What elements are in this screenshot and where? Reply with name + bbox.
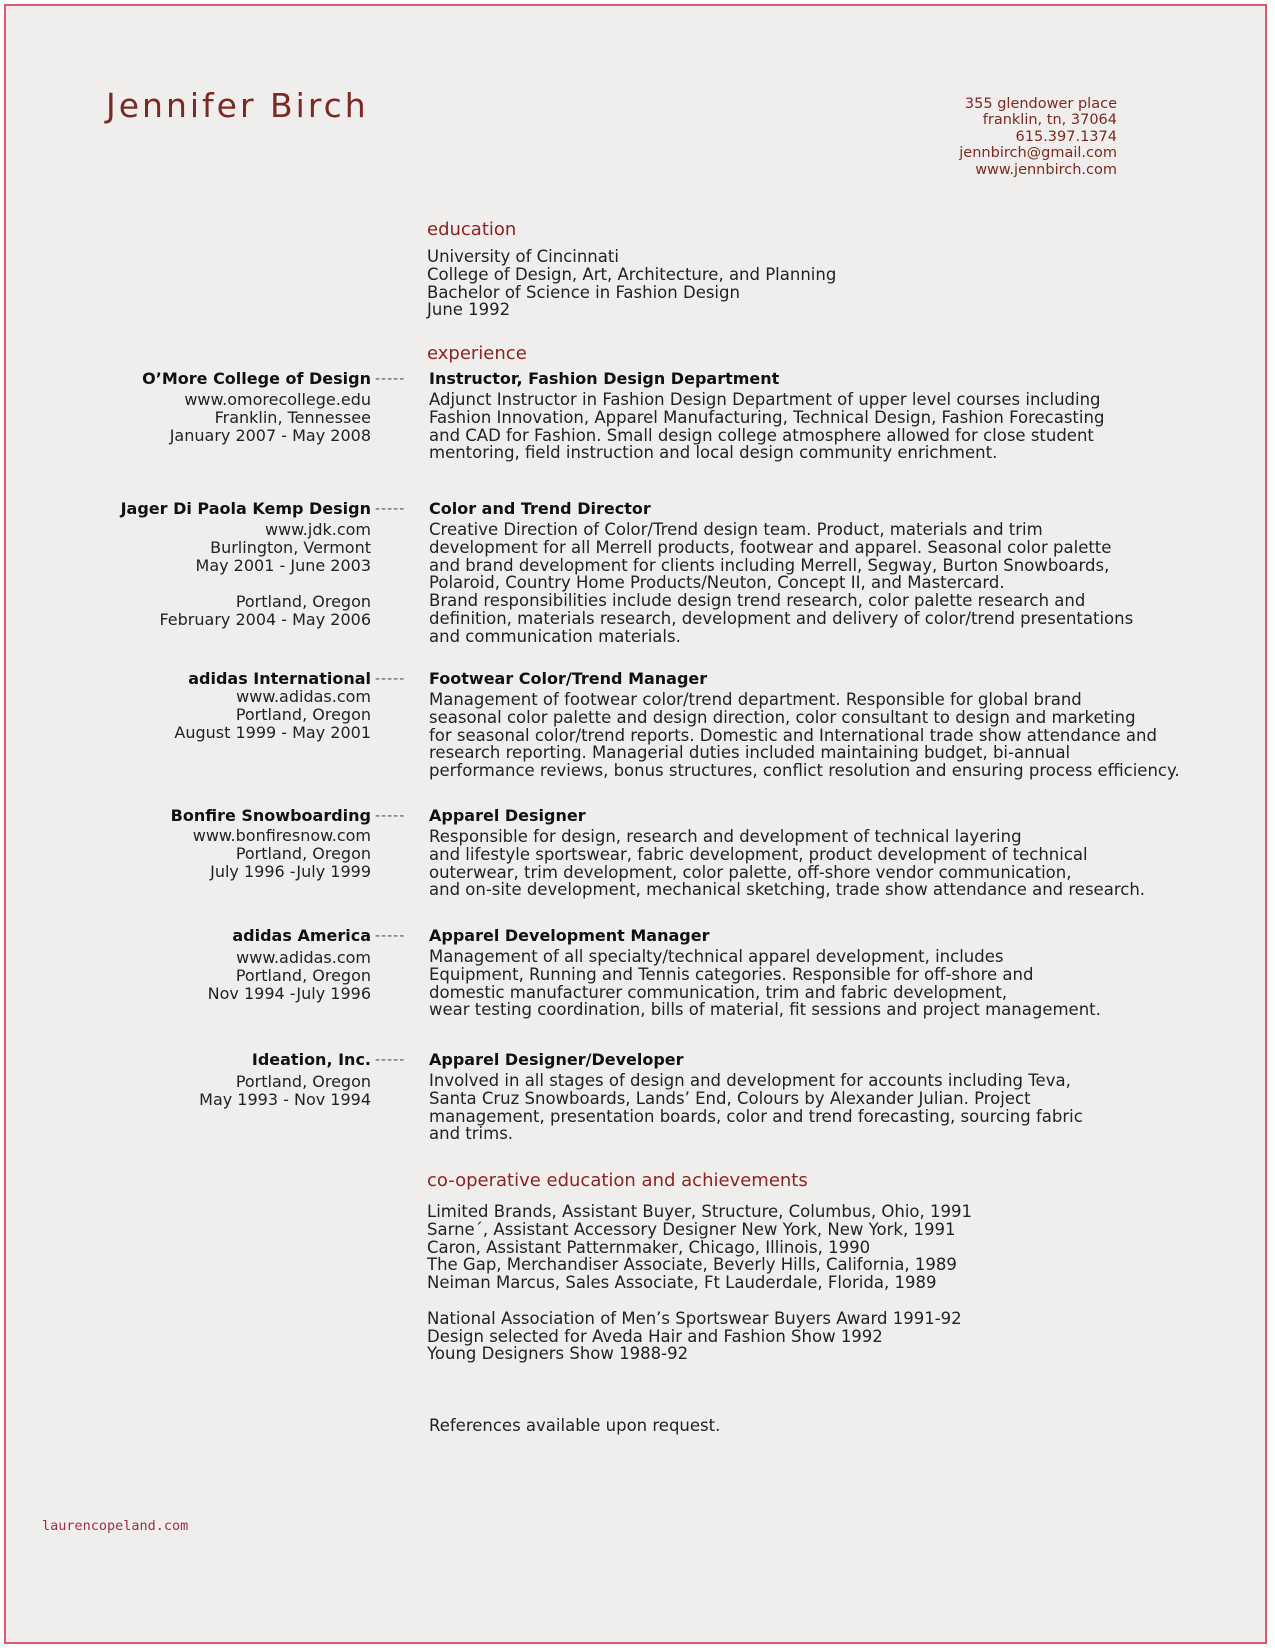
job-meta — [208, 927, 371, 1003]
job-body — [429, 807, 1145, 899]
job-desc-line: Creative Direction of Color/Trend design team. Product, materials and trim — [429, 520, 1043, 539]
job-desc-line: Equipment, Running and Tennis categories. Responsible for off-shore and — [429, 964, 1034, 984]
job-description — [429, 391, 1104, 462]
coop-line: Sarne´, Assistant Accessory Designer New York, New York, 1991 — [427, 1219, 956, 1239]
coop-heading: co-operative education and achievements — [427, 1170, 808, 1191]
coop-line: Design selected for Aveda Hair and Fashion Show 1992 — [427, 1326, 883, 1346]
job-detail: January 2007 - May 2008 — [169, 426, 371, 445]
job-desc-line: and communication materials. — [429, 626, 681, 646]
job-meta — [121, 500, 371, 629]
job-detail: Portland, Oregon — [235, 966, 371, 985]
job-desc-line: management, presentation boards, color and trend forecasting, sourcing fabric — [429, 1106, 1083, 1126]
job-role: Apparel Designer — [429, 806, 586, 825]
job-desc-line: for seasonal color/trend reports. Domestic and International trade show attendance and — [429, 725, 1157, 745]
job-detail: Portland, Oregon — [235, 705, 371, 724]
job-description — [429, 948, 1101, 1019]
coop-line: The Gap, Merchandiser Associate, Beverly Hills, California, 1989 — [427, 1255, 957, 1275]
job-detail: www.adidas.com — [236, 948, 371, 967]
dash-connector: ----- — [375, 808, 406, 824]
job-desc-line: and on-site development, mechanical sketching, trade show attendance and research. — [429, 880, 1146, 900]
education-line: June 1992 — [427, 300, 511, 320]
job-description — [429, 828, 1145, 899]
resume-page — [4, 4, 1267, 1644]
job-meta — [199, 1051, 371, 1109]
coop-body — [427, 1203, 972, 1363]
job-desc-line: Brand responsibilities include design trend research, color palette research and — [429, 591, 1086, 611]
job-desc-line: Management of footwear color/trend department. Responsible for global brand — [429, 690, 1082, 709]
job-desc-line: Polaroid, Country Home Products/Neuton, Concept II, and Mastercard. — [429, 573, 1005, 593]
job-description — [429, 691, 1180, 780]
coop-line: Caron, Assistant Patternmaker, Chicago, Illinois, 1990 — [427, 1237, 871, 1257]
dash-connector: ----- — [375, 501, 406, 517]
contact-website: www.jennbirch.com — [975, 161, 1117, 178]
education-body — [427, 248, 836, 319]
dash-connector: ----- — [375, 1052, 406, 1068]
dash-connector: ----- — [375, 671, 406, 687]
education-heading: education — [427, 219, 517, 240]
job-detail: www.adidas.com — [236, 687, 371, 706]
job-company: Ideation, Inc. — [251, 1050, 371, 1069]
education-line: University of Cincinnati — [427, 247, 619, 266]
job-desc-line: performance reviews, bonus structures, conflict resolution and ensuring process efficiency. — [429, 761, 1180, 781]
job-detail: February 2004 - May 2006 — [159, 610, 371, 629]
job-desc-line: domestic manufacturer communication, trim and fabric development, — [429, 982, 1008, 1002]
job-body — [429, 500, 1133, 646]
education-line: College of Design, Art, Architecture, and Planning — [427, 264, 837, 284]
job-role: Apparel Designer/Developer — [429, 1050, 684, 1069]
coop-line: Limited Brands, Assistant Buyer, Structure, Columbus, Ohio, 1991 — [427, 1202, 972, 1221]
job-detail: Franklin, Tennessee — [214, 408, 371, 427]
coop-line: Young Designers Show 1988-92 — [427, 1344, 689, 1364]
job-desc-line: definition, materials research, development and delivery of color/trend presentations — [429, 608, 1134, 628]
job-company: adidas America — [232, 926, 371, 945]
job-company: O’More College of Design — [142, 369, 371, 388]
education-line: Bachelor of Science in Fashion Design — [427, 282, 740, 302]
job-body — [429, 1051, 1083, 1143]
job-body — [429, 670, 1180, 780]
job-detail: Nov 1994 -July 1996 — [207, 984, 371, 1003]
job-body — [429, 927, 1101, 1019]
job-desc-line: and trims. — [429, 1124, 514, 1144]
job-body — [429, 370, 1104, 462]
job-meta — [171, 807, 371, 881]
job-desc-line: wear testing coordination, bills of material, fit sessions and project management. — [429, 1000, 1101, 1020]
job-role: Footwear Color/Trend Manager — [429, 669, 708, 688]
job-desc-line: Responsible for design, research and development of technical layering — [429, 827, 1022, 846]
job-desc-line: Adjunct Instructor in Fashion Design Department of upper level courses including — [429, 390, 1101, 409]
job-company: Bonfire Snowboarding — [170, 806, 371, 825]
job-detail: www.jdk.com — [265, 520, 371, 539]
job-role: Instructor, Fashion Design Department — [429, 369, 780, 388]
job-detail: www.omorecollege.edu — [184, 390, 371, 409]
contact-phone: 615.397.1374 — [1015, 128, 1117, 145]
job-desc-line: Management of all specialty/technical apparel development, includes — [429, 947, 1004, 966]
job-desc-line: Santa Cruz Snowboards, Lands’ End, Colours by Alexander Julian. Project — [429, 1088, 1031, 1108]
job-desc-line: and lifestyle sportswear, fabric development, product development of technical — [429, 844, 1088, 864]
job-desc-line: Involved in all stages of design and development for accounts including Teva, — [429, 1071, 1071, 1090]
job-detail: Portland, Oregon — [235, 1072, 371, 1091]
job-meta — [174, 670, 371, 742]
job-role: Apparel Development Manager — [429, 926, 710, 945]
dash-connector: ----- — [375, 928, 406, 944]
watermark: laurencopeland.com — [42, 1518, 189, 1534]
experience-heading: experience — [427, 343, 527, 364]
job-meta — [142, 370, 371, 445]
job-detail: July 1996 -July 1999 — [210, 862, 371, 881]
job-detail: May 2001 - June 2003 — [195, 556, 371, 575]
job-detail: Portland, Oregon — [235, 592, 371, 611]
job-company: Jager Di Paola Kemp Design — [120, 499, 371, 518]
coop-line: Neiman Marcus, Sales Associate, Ft Lauderdale, Florida, 1989 — [427, 1273, 937, 1293]
job-desc-line: and brand development for clients including Merrell, Segway, Burton Snowboards, — [429, 555, 1110, 575]
job-desc-line: seasonal color palette and design direction, color consultant to design and marketing — [429, 707, 1136, 727]
job-desc-line: research reporting. Managerial duties included maintaining budget, bi-annual — [429, 743, 1071, 763]
job-desc-line: Fashion Innovation, Apparel Manufacturing, Technical Design, Fashion Forecasting — [429, 407, 1105, 427]
job-detail: Burlington, Vermont — [210, 538, 371, 557]
job-detail: Portland, Oregon — [235, 844, 371, 863]
job-desc-line: mentoring, field instruction and local design community enrichment. — [429, 443, 998, 463]
job-role: Color and Trend Director — [429, 499, 651, 518]
references-note: References available upon request. — [429, 1416, 721, 1435]
dash-connector: ----- — [375, 371, 406, 387]
job-detail: August 1999 - May 2001 — [174, 723, 371, 742]
contact-block — [959, 96, 1117, 178]
contact-city: franklin, tn, 37064 — [982, 112, 1117, 129]
coop-line: National Association of Men’s Sportswear Buyers Award 1991-92 — [427, 1308, 962, 1328]
job-description — [429, 521, 1133, 646]
job-description — [429, 1072, 1083, 1143]
contact-address: 355 glendower place — [964, 96, 1117, 112]
job-company: adidas International — [188, 669, 371, 688]
resume-name: Jennifer Birch — [106, 86, 369, 125]
job-detail: www.bonfiresnow.com — [192, 826, 371, 845]
job-desc-line: development for all Merrell products, footwear and apparel. Seasonal color palette — [429, 537, 1112, 557]
job-desc-line: and CAD for Fashion. Small design college atmosphere allowed for close student — [429, 425, 1094, 445]
contact-email: jennbirch@gmail.com — [959, 145, 1117, 162]
job-desc-line: outerwear, trim development, color palette, off-shore vendor communication, — [429, 862, 1072, 882]
job-detail: May 1993 - Nov 1994 — [199, 1090, 371, 1109]
